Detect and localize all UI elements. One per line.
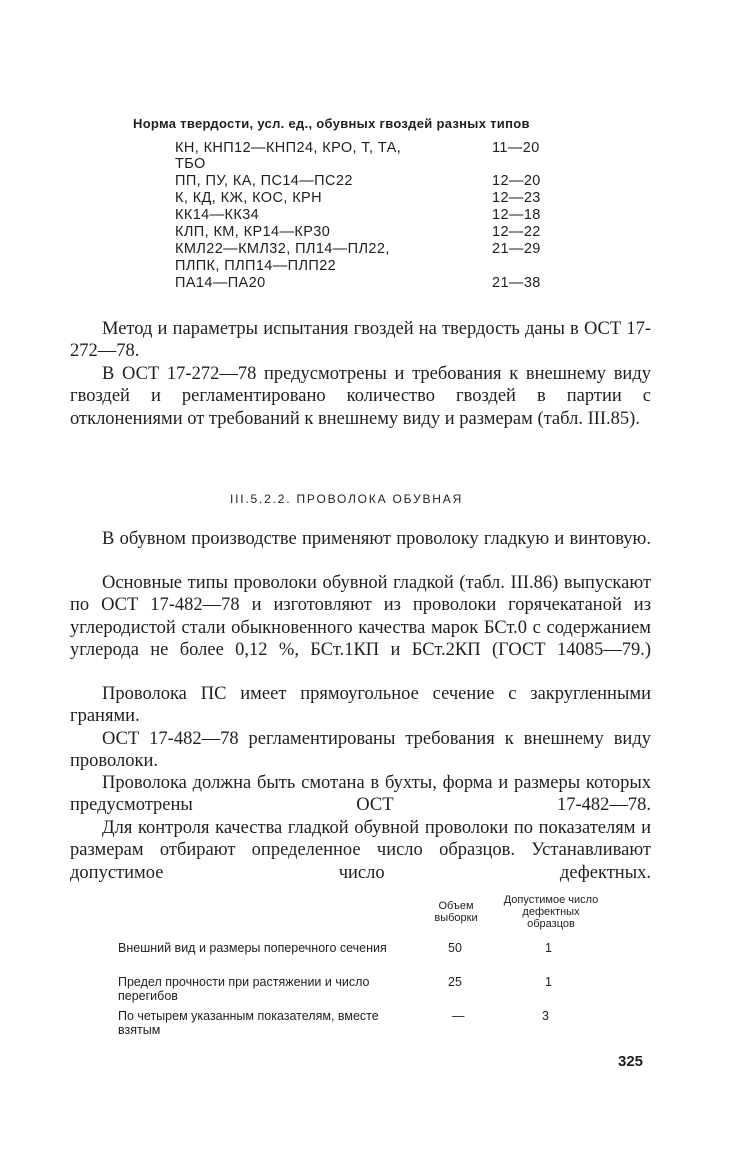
hardness-type-9: ПА14—ПА20 xyxy=(175,275,266,291)
sample-indicator-3: По четырем указанным показателям, вместе взятым xyxy=(118,1009,379,1037)
paragraph-types: Основные типы проволоки обувной гладкой (табл. III.86) выпускают по ОСТ 17-482—78 и изготовляют из проволоки горячекатаной из углеродистой стали обыкновенного качества марок БСт.0 с содержанием углерода не более 0,12 %, БСт.1КП и БСт.2КП (ГОСТ 14085—79.) xyxy=(70,573,651,660)
paragraph-method: Метод и параметры испытания гвоздей на твердость даны в ОСТ 17-272—78. xyxy=(70,319,651,362)
hardness-type-3: ПП, ПУ, КА, ПС14—ПС22 xyxy=(175,173,353,189)
hardness-norm-1: 11—20 xyxy=(492,140,540,156)
sample-allowed-3: 3 xyxy=(542,1009,549,1023)
hardness-type-7: КМЛ22—КМЛ32, ПЛ14—ПЛ22, xyxy=(175,241,390,257)
hardness-norm-9: 21—38 xyxy=(492,275,541,291)
hardness-type-8: ПЛПК, ПЛП14—ПЛП22 xyxy=(175,258,337,274)
paragraph-control: Для контроля качества гладкой обувной проволоки по показателям и размерам отбирают определенное число образцов. Устанавливают допустимое число дефектных. xyxy=(70,818,651,883)
paragraph-ost-482: ОСТ 17-482—78 регламентированы требования к внешнему виду проволоки. xyxy=(70,729,651,772)
paragraph-usage: В обувном производстве применяют проволоку гладкую и винтовую. xyxy=(102,529,651,549)
section-title: III.5.2.2. ПРОВОЛОКА ОБУВНАЯ xyxy=(230,492,464,506)
sample-allowed-2: 1 xyxy=(545,975,552,989)
paragraph-ps: Проволока ПС имеет прямоугольное сечение с закругленными гранями. xyxy=(70,684,651,727)
paragraph-ost-272: В ОСТ 17-272—78 предусмотрены и требования к внешнему виду гвоздей и регламентировано количество гвоздей в партии с отклонениями от требований к внешнему виду и размерам (табл. III.85). xyxy=(70,364,651,429)
sample-volume-1: 50 xyxy=(448,941,462,955)
hardness-type-5: КК14—КК34 xyxy=(175,207,260,223)
hardness-norm-4: 12—23 xyxy=(492,190,541,206)
sample-indicator-1: Внешний вид и размеры поперечного сечения xyxy=(118,941,387,955)
hardness-type-1: КН, КНП12—КНП24, КРО, Т, ТА, xyxy=(175,140,402,156)
sample-allowed-1: 1 xyxy=(545,941,552,955)
hardness-norm-7: 21—29 xyxy=(492,241,541,257)
sample-volume-3: — xyxy=(452,1009,465,1023)
column-header-volume: Объем выборки xyxy=(434,900,478,924)
page-number: 325 xyxy=(618,1053,644,1070)
hardness-type-2: ТБО xyxy=(175,156,206,172)
column-header-allowed: Допустимое число дефектных образцов xyxy=(503,894,599,930)
paragraph-coils: Проволока должна быть смотана в бухты, форма и размеры которых предусмотрены ОСТ 17-482—78. xyxy=(70,773,651,816)
sample-indicator-2: Предел прочности при растяжении и число перегибов xyxy=(118,975,370,1003)
sample-volume-2: 25 xyxy=(448,975,462,989)
hardness-norm-3: 12—20 xyxy=(492,173,541,189)
hardness-type-4: К, КД, КЖ, КОС, КРН xyxy=(175,190,322,206)
hardness-norm-5: 12—18 xyxy=(492,207,541,223)
hardness-norm-6: 12—22 xyxy=(492,224,541,240)
hardness-type-6: КЛП, КМ, КР14—КР30 xyxy=(175,224,331,240)
hardness-table-title: Норма твердости, усл. ед., обувных гвоздей разных типов xyxy=(133,116,530,131)
